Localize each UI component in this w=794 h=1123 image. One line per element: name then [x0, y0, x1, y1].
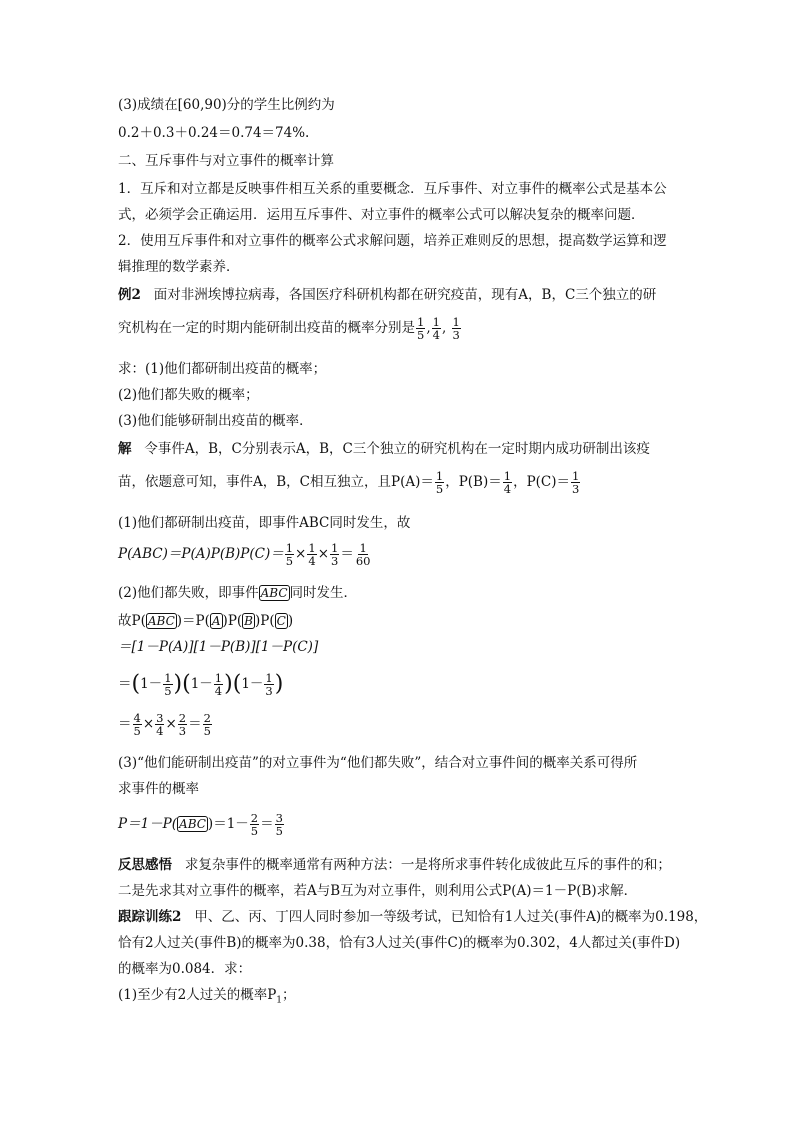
text: 令事件A，B，C分别表示A，B，C三个独立的研究机构在一定时期内成功研制出该疫: [144, 441, 650, 457]
complement-box: ABC: [179, 817, 206, 831]
equation-line: ＝ $\frac{4}{5}$ × $\frac{3}{4}$ × $\frac{2}{3}$ ＝ $\frac{2}{5}$: [118, 711, 211, 738]
text-line: (3)“他们能研制出疫苗”的对立事件为“他们都失败”，结合对立事件间的概率关系可得所: [118, 755, 638, 771]
fraction: $\frac{1}{4}$: [503, 469, 512, 496]
fraction: $\frac{1}{3}$: [452, 315, 460, 342]
example-line: 究机构在一定的时期内能研制出疫苗的概率分别是 $\frac{1}{5}$ , $\frac{1}{4}$ , $\frac{1}{3}$: [118, 315, 460, 342]
fraction: $\frac{2}{5}$: [250, 811, 259, 838]
complement-box: A: [211, 614, 221, 628]
equation-line: 故P( ABC )＝P( A )P( B )P( C ): [118, 613, 294, 629]
solution-line: [118, 440, 650, 458]
fraction: $\frac{1}{4}$: [214, 671, 223, 698]
solution-label: 解: [118, 441, 132, 457]
text-line: 的概率为0.084．求：: [118, 961, 252, 977]
text-line: [118, 584, 357, 602]
text-line: 式，必须学会正确运用．运用互斥事件、对立事件的概率公式可以解决复杂的概率问题．: [118, 207, 645, 223]
fraction: $\frac{1}{5}$: [417, 315, 425, 342]
text-line: 二是先求其对立事件的概率，若A与B互为对立事件，则利用公式P(A)＝1－P(B)求解．: [118, 883, 638, 899]
fraction: $\frac{1}{4}$: [432, 315, 440, 342]
text: 苗，依题意可知，事件A，B，C相互独立，且P(A)＝: [118, 474, 434, 490]
text: 究机构在一定的时期内能研制出疫苗的概率分别是: [118, 320, 415, 336]
complement-box: ABC: [260, 586, 288, 600]
section-heading: 二、互斥事件与对立事件的概率计算: [118, 153, 334, 169]
solution-line: [118, 470, 581, 495]
fraction: $\frac{1}{3}$: [572, 469, 580, 496]
fraction: $\frac{1}{60}$: [355, 541, 371, 568]
text-line: 2．使用互斥事件和对立事件的概率公式求解问题，培养正难则反的思想，提高数学运算和逻: [118, 233, 667, 249]
text: 求复杂事件的概率通常有两种方法：一是将所求事件转化成彼此互斥的事件的和；: [184, 857, 671, 873]
fraction: $\frac{1}{3}$: [265, 671, 273, 698]
fraction: $\frac{2}{5}$: [203, 711, 211, 738]
exercise-line: [118, 908, 707, 926]
text-line: (2)他们都失败的概率；: [118, 387, 259, 403]
fraction: $\frac{1}{4}$: [308, 541, 316, 568]
text-line: 恰有2人过关(事件B)的概率为0.38，恰有3人过关(事件C)的概率为0.302，4人都过关(事件D): [118, 935, 681, 951]
fraction: $\frac{1}{3}$: [331, 541, 339, 568]
equation-line: ＝[1－P(A)][1－P(B)][1－P(C)]: [118, 639, 319, 655]
fraction: $\frac{3}{5}$: [275, 811, 283, 838]
text-line: 1．互斥和对立都是反映事件相互关系的重要概念．互斥事件、对立事件的概率公式是基本公: [118, 181, 667, 197]
complement-box: ABC: [147, 614, 175, 628]
text-line: (1)他们都研制出疫苗，即事件ABC同时发生，故: [118, 515, 411, 531]
example-label: 例2: [118, 287, 141, 303]
text-line: 0.2＋0.3＋0.24＝0.74＝74%.: [118, 125, 310, 141]
reflection-line: [118, 856, 671, 874]
fraction: $\frac{2}{3}$: [178, 711, 187, 738]
text: 同时发生．: [289, 585, 358, 601]
equation-line: P(ABC)＝P(A)P(B)P(C)＝ $\frac{1}{5}$ × $\frac{1}{4}$ × $\frac{1}{3}$ ＝ $\frac{1}{60}$: [118, 541, 371, 568]
text-line: 求事件的概率: [118, 781, 199, 797]
fraction: $\frac{3}{4}$: [156, 711, 164, 738]
complement-box: B: [244, 614, 253, 628]
example-line: [118, 286, 656, 304]
fraction: $\frac{4}{5}$: [133, 711, 141, 738]
fraction: $\frac{1}{5}$: [285, 541, 294, 568]
example-text: 面对非洲埃博拉病毒，各国医疗科研机构都在研究疫苗，现有A，B，C三个独立的研: [153, 287, 657, 303]
equation-line: P＝1－P( ABC )＝1－ $\frac{2}{5}$ ＝ $\frac{3}{5}$: [118, 811, 283, 838]
text-line: 辑推理的数学素养．: [118, 259, 240, 275]
fraction: $\frac{1}{5}$: [435, 469, 444, 496]
text-line: (3)成绩在[60,90)分的学生比例约为: [118, 97, 335, 113]
text: 甲、乙、丙、丁四人同时参加一等级考试，已知恰有1人过关(事件A)的概率为0.198，: [194, 909, 708, 925]
fraction: $\frac{1}{5}$: [164, 671, 172, 698]
text: ，P(B)＝: [445, 474, 502, 490]
complement-box: C: [276, 614, 286, 628]
text-line: (3)他们能够研制出疫苗的概率．: [118, 413, 313, 429]
reflection-label: 反思感悟: [118, 857, 172, 873]
text: P(ABC)＝P(A)P(B)P(C)＝: [118, 546, 284, 562]
text-line: 求：(1)他们都研制出疫苗的概率；: [118, 361, 327, 377]
text: (2)他们都失败，即事件: [118, 585, 259, 601]
text-line: (1)至少有2人过关的概率$P_1$；: [118, 987, 296, 1006]
equation-line: ＝(1－ $\frac{1}{5}$ )(1－ $\frac{1}{4}$ )(1－ $\frac{1}{3}$ ): [118, 671, 284, 698]
exercise-label: 跟踪训练2: [118, 909, 182, 925]
text: ，P(C)＝: [513, 474, 571, 490]
